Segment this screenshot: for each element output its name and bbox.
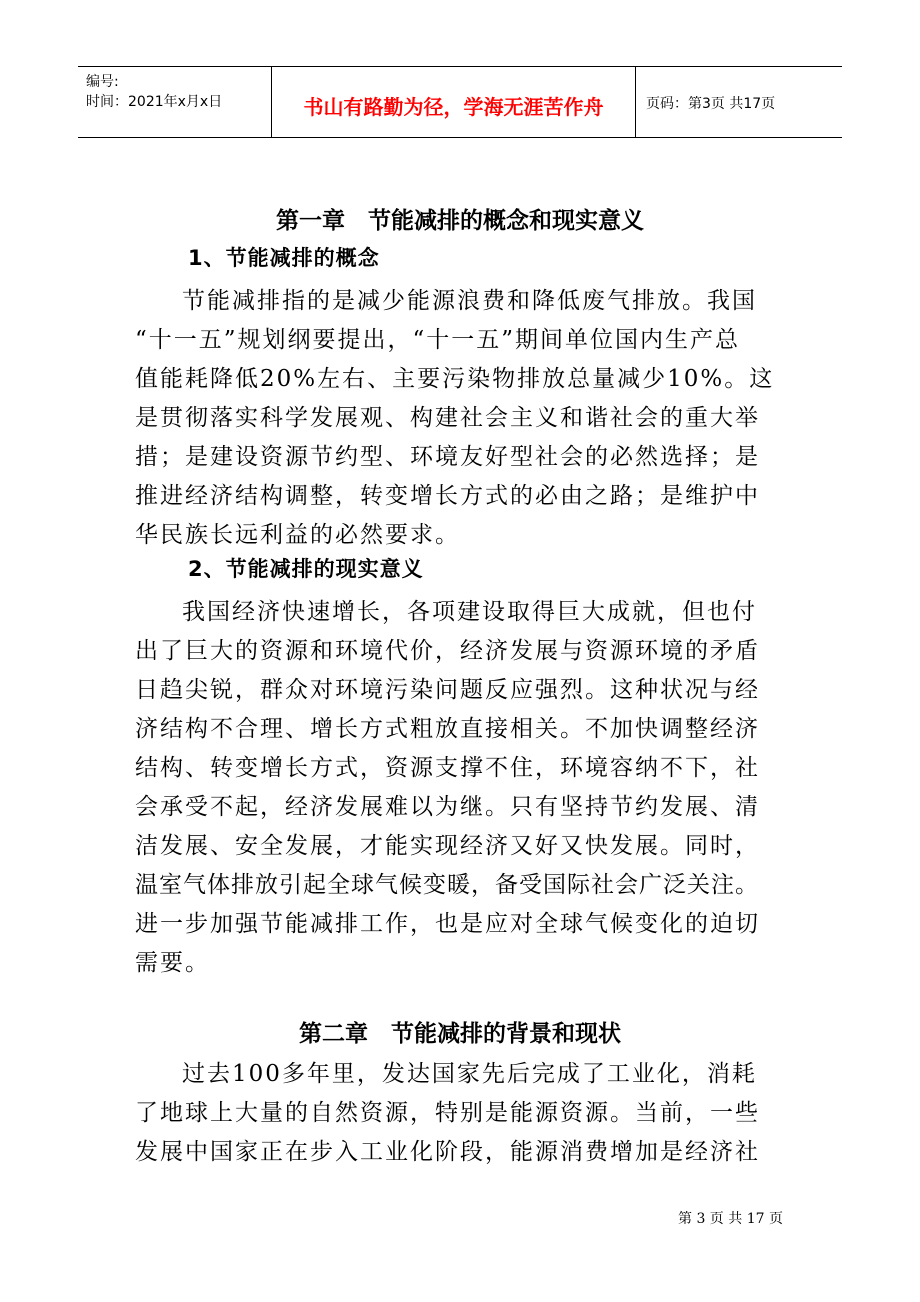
chapter1-title: 第一章 节能减排的概念和现实意义 xyxy=(276,208,644,234)
paragraph-line: 会承受不起，经济发展难以为继。只有坚持节约发展、清 xyxy=(135,794,760,820)
paragraph-line: 进一步加强节能减排工作，也是应对全球气候变化的迫切 xyxy=(135,911,760,937)
paragraph-line: 过去100多年里，发达国家先后完成了工业化，消耗 xyxy=(182,1061,757,1087)
section1-heading: 1、节能减排的概念 xyxy=(188,246,380,270)
paragraph-line: 日趋尖锐，群众对环境污染问题反应强烈。这种状况与经 xyxy=(135,677,760,703)
header-motto xyxy=(272,67,636,137)
section2-heading: 2、节能减排的现实意义 xyxy=(188,557,424,581)
paragraph-line: “十一五”规划纲要提出，“十一五”期间单位国内生产总 xyxy=(135,327,741,353)
header-page xyxy=(636,67,842,137)
paragraph-line: 出了巨大的资源和环境代价，经济发展与资源环境的矛盾 xyxy=(135,638,760,664)
paragraph-line: 洁发展、安全发展，才能实现经济又好又快发展。同时， xyxy=(135,833,760,859)
paragraph-line: 了地球上大量的自然资源，特别是能源资源。当前，一些 xyxy=(135,1100,760,1126)
time-label: 时间：2021年x月x日 xyxy=(86,94,223,110)
paragraph-line: 发展中国家正在步入工业化阶段，能源消费增加是经济社 xyxy=(135,1139,760,1165)
paragraph-line: 华民族长远利益的必然要求。 xyxy=(135,522,460,548)
paragraph-line: 推进经济结构调整，转变增长方式的必由之路；是维护中 xyxy=(135,483,760,509)
paragraph-line: 温室气体排放引起全球气候变暖，备受国际社会广泛关注。 xyxy=(135,872,759,898)
header-meta xyxy=(78,67,272,137)
paragraph-line: 济结构不合理、增长方式粗放直接相关。不加快调整经济 xyxy=(135,716,760,742)
page-footer: 第 3 页 共 17 页 xyxy=(678,1211,783,1227)
number-label: 编号: xyxy=(86,74,119,90)
paragraph-line: 需要。 xyxy=(135,950,210,976)
paragraph-line: 措；是建设资源节约型、环境友好型社会的必然选择；是 xyxy=(135,444,760,470)
paragraph-line: 节能减排指的是减少能源浪费和降低废气排放。我国 xyxy=(182,288,757,314)
paragraph-line: 是贯彻落实科学发展观、构建社会主义和谐社会的重大举 xyxy=(135,405,760,431)
chapter2-title: 第二章 节能减排的背景和现状 xyxy=(299,1021,621,1047)
header-page-info: 页码：第3页 共17页 xyxy=(646,96,776,112)
paragraph-line: 我国经济快速增长，各项建设取得巨大成就，但也付 xyxy=(182,599,757,625)
motto-text: 书山有路勤为径，学海无涯苦作舟 xyxy=(303,95,604,119)
paragraph-line: 值能耗降低20%左右、主要污染物排放总量减少10%。这 xyxy=(135,366,775,392)
paragraph-line: 结构、转变增长方式，资源支撑不住，环境容纳不下，社 xyxy=(135,755,760,781)
page-header xyxy=(78,66,842,138)
